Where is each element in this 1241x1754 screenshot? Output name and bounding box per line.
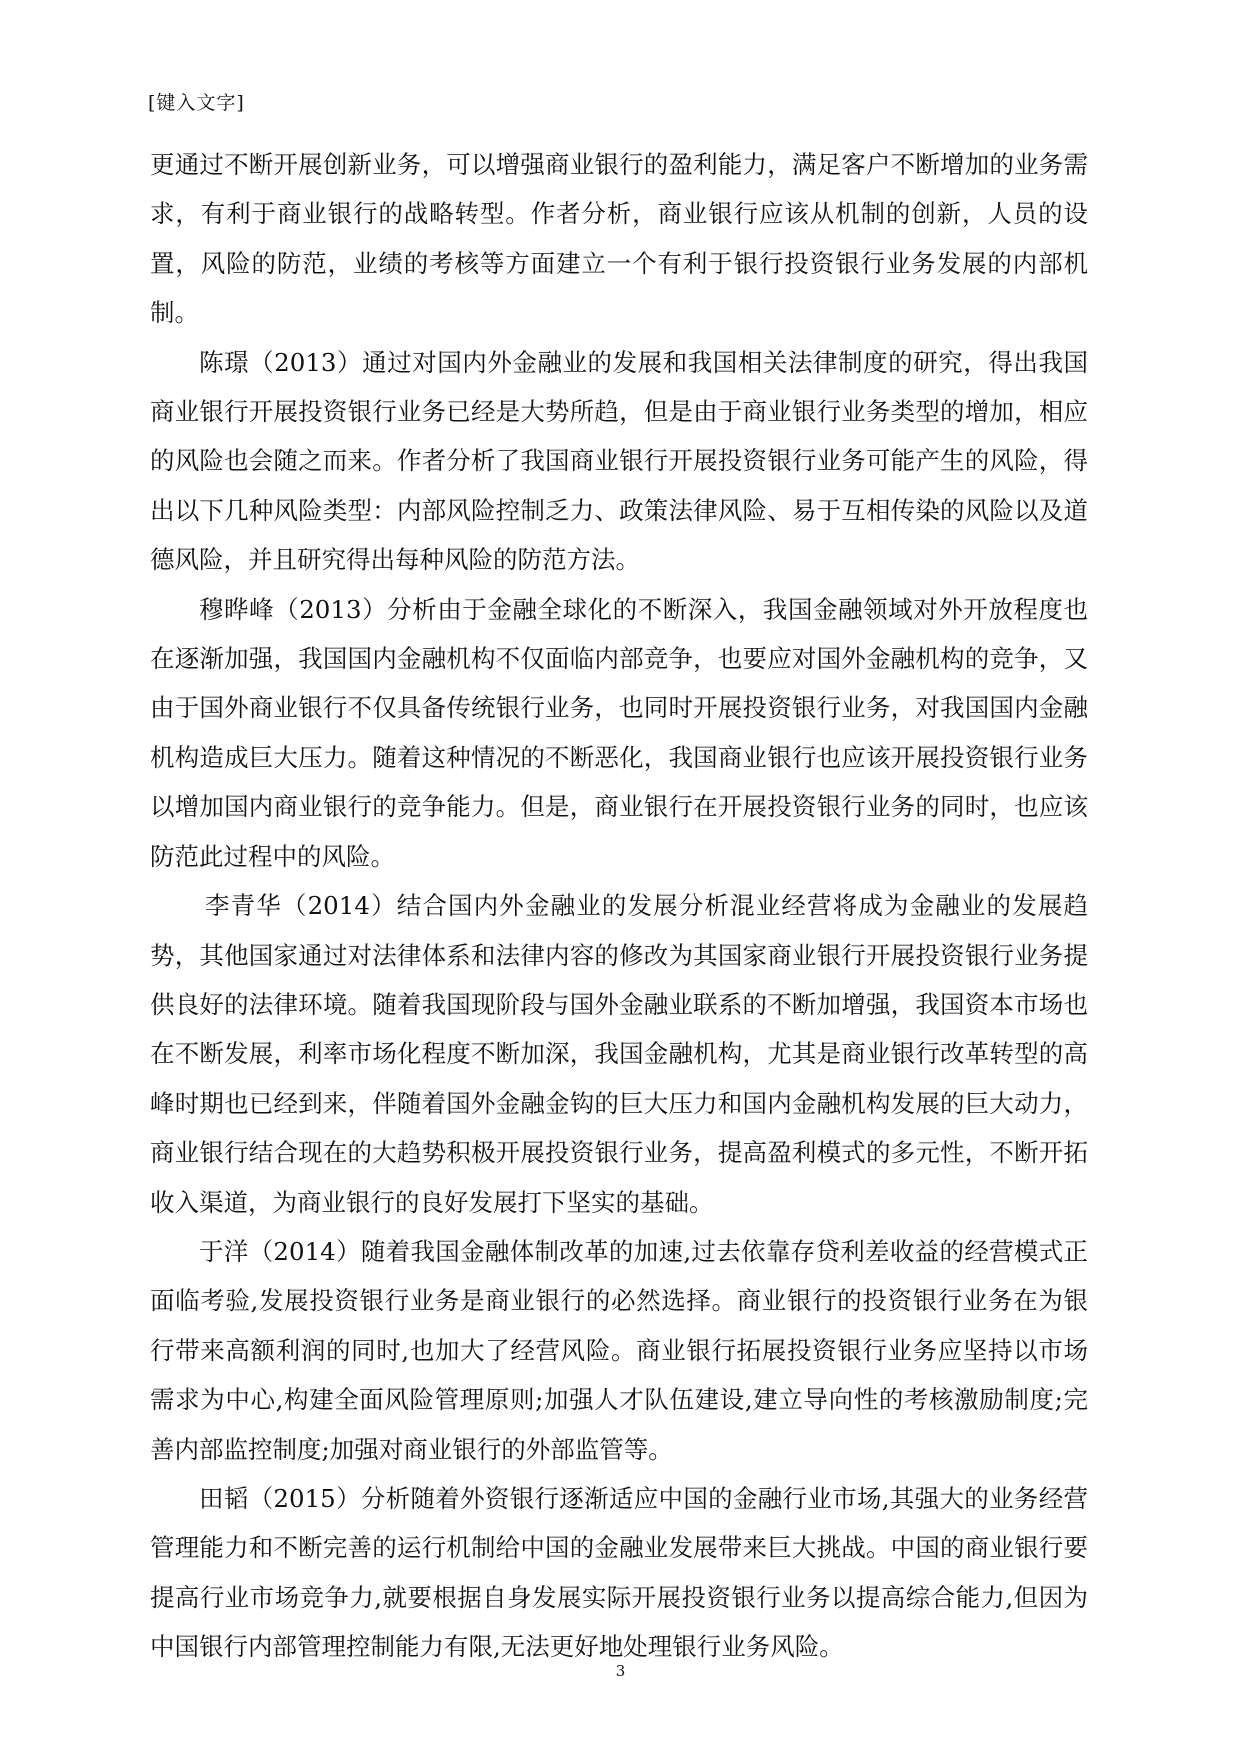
paragraph-1: 更通过不断开展创新业务，可以增强商业银行的盈利能力，满足客户不断增加的业务需求，有利于商业银行的战略转型。作者分析，商业银行应该从机制的创新，人员的设置，风险的防范，业绩的考核等方面建立一个有利于银行投资银行业务发展的内部机制。 [150,150,1088,328]
paragraph-6: 田韬（2015）分析随着外资银行逐渐适应中国的金融行业市场,其强大的业务经营管理能力和不断完善的运行机制给中国的金融业发展带来巨大挑战。中国的商业银行要提高行业市场竞争力,就要根据自身发展实际开展投资银行业务以提高综合能力,但因为中国银行内部管理控制能力有限,无法更好地处理银行业务风险。 [150,1483,1088,1662]
paragraph-3: 穆晔峰（2013）分析由于金融全球化的不断深入，我国金融领域对外开放程度也在逐渐加强，我国国内金融机构不仅面临内部竞争，也要应对国外金融机构的竞争，又由于国外商业银行不仅具备传统银行业务，也同时开展投资银行业务，对我国国内金融机构造成巨大压力。随着这种情况的不断恶化，我国商业银行也应该开展投资银行业务以增加国内商业银行的竞争能力。但是，商业银行在开展投资银行业务的同时，也应该防范此过程中的风险。 [150,594,1088,871]
paragraph-5: 于洋（2014）随着我国金融体制改革的加速,过去依靠存贷利差收益的经营模式正面临考验,发展投资银行业务是商业银行的必然选择。商业银行的投资银行业务在为银行带来高额利润的同时,也加大了经营风险。商业银行拓展投资银行业务应坚持以市场需求为中心,构建全面风险管理原则;加强人才队伍建设,建立导向性的考核激励制度;完善内部监控制度;加强对商业银行的外部监管等。 [150,1236,1088,1464]
page-header: [键入文字] [148,92,245,114]
paragraph-2: 陈璟（2013）通过对国内外金融业的发展和我国相关法律制度的研究，得出我国商业银行开展投资银行业务已经是大势所趋，但是由于商业银行业务类型的增加，相应的风险也会随之而来。作者分析了我国商业银行开展投资银行业务可能产生的风险，得出以下几种风险类型：内部风险控制乏力、政策法律风险、易于互相传染的风险以及道德风险，并且研究得出每种风险的防范方法。 [150,347,1088,575]
document-body [150,140,1088,1672]
page-number: 3 [615,1662,626,1680]
paragraph-4: 李青华（2014）结合国内外金融业的发展分析混业经营将成为金融业的发展趋势，其他国家通过对法律体系和法律内容的修改为其国家商业银行开展投资银行业务提供良好的法律环境。随着我国现阶段与国外金融业联系的不断加增强，我国资本市场也在不断发展，利率市场化程度不断加深，我国金融机构，尤其是商业银行改革转型的高峰时期也已经到来，伴随着国外金融金钩的巨大压力和国内金融机构发展的巨大动力，商业银行结合现在的大趋势积极开展投资银行业务，提高盈利模式的多元性，不断开拓收入渠道，为商业银行的良好发展打下坚实的基础。 [150,891,1088,1217]
